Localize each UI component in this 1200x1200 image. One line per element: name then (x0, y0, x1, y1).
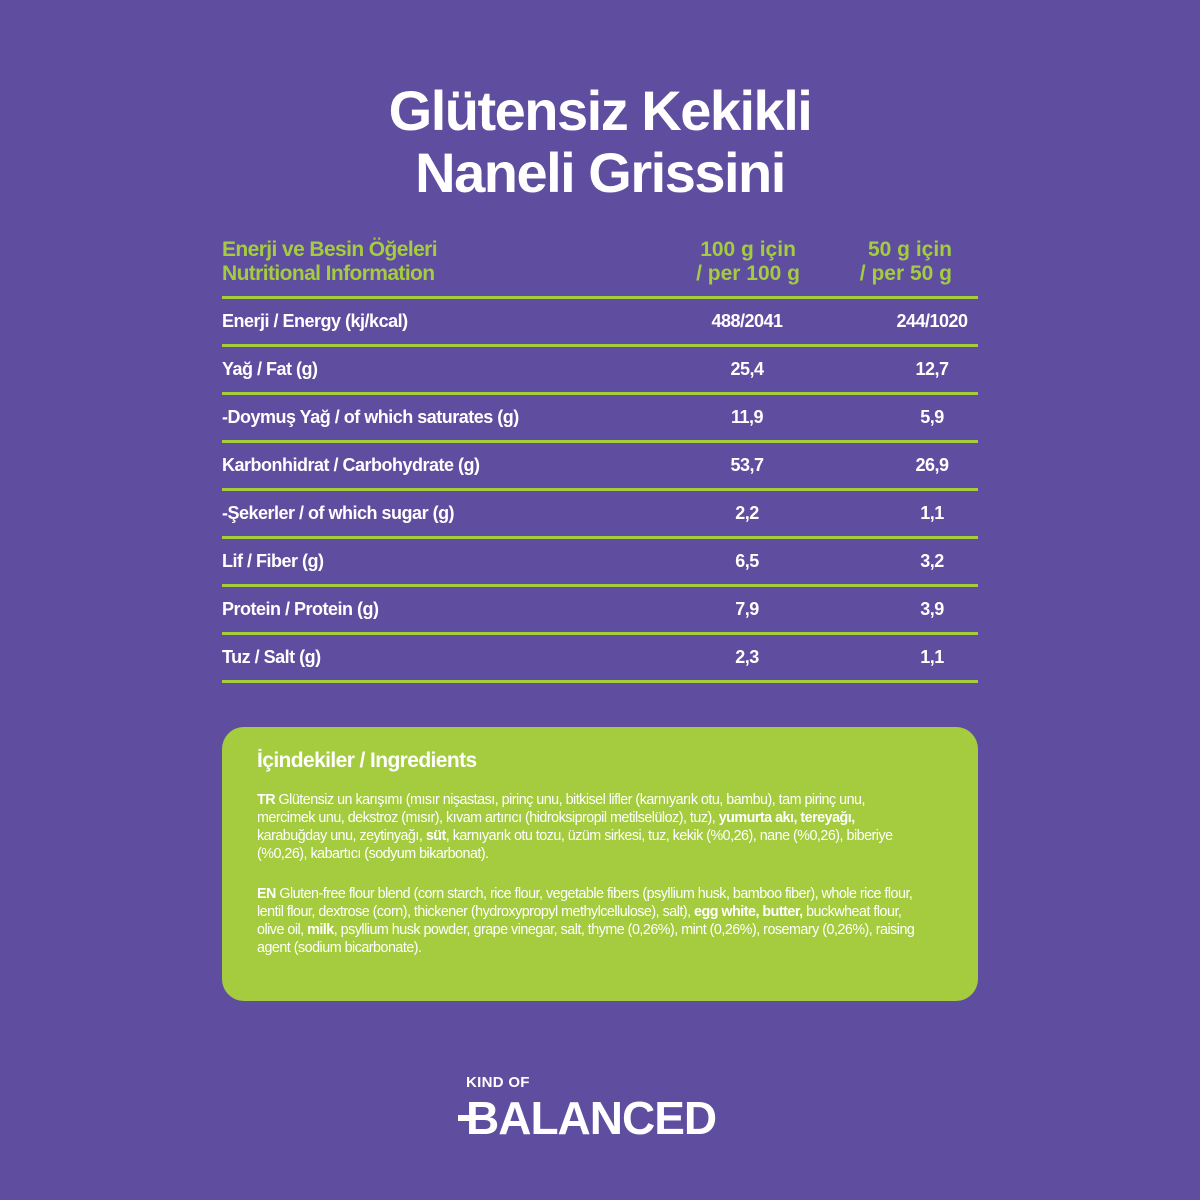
row-value-per50: 244/1020 (896, 311, 968, 331)
table-row (222, 395, 978, 443)
header-per100-en: / per 100 g (696, 262, 800, 285)
header-per50-en: / per 50 g (859, 262, 952, 285)
row-label: -Doymuş Yağ / of which saturates (g) (222, 407, 519, 427)
row-value-per50: 1,1 (920, 647, 944, 667)
ingredients-tr-part2: karabuğday unu, zeytinyağı, (257, 828, 426, 844)
row-label: Yağ / Fat (g) (222, 359, 318, 379)
nutrition-table (222, 232, 978, 683)
product-title-line2: Naneli Grissini (415, 141, 785, 204)
row-value-per100: 488/2041 (711, 311, 783, 331)
row-label: Lif / Fiber (g) (222, 551, 324, 571)
row-value-per50: 26,9 (915, 455, 949, 475)
header-nutrient-tr: Enerji ve Besin Öğeleri (222, 238, 437, 261)
row-value-per100: 11,9 (730, 407, 764, 427)
row-value-per50: 3,9 (920, 599, 944, 619)
row-label: Enerji / Energy (kj/kcal) (222, 311, 408, 331)
table-row (222, 587, 978, 635)
table-row (222, 491, 978, 539)
header-per50-column (860, 238, 952, 286)
table-row (222, 635, 978, 683)
ingredients-tr-part3: , karnıyarık otu tozu, üzüm sirkesi, tuz, kekik (%0,26), nane (%0,26), biberiye (%0,26), kabartıcı (sodyum bikarbonat). (257, 828, 893, 862)
row-value-per100: 25,4 (730, 359, 764, 379)
ingredients-tr-part1: Glütensiz un karışımı (mısır nişastası, pirinç unu, bitkisel lifler (karnıyarık otu, bambu), tam pirinç unu, mercimek unu, dekstroz (mısır), kıvam artırıcı (hidroksipropil metilselüloz), tuz), (257, 792, 865, 826)
ingredients-en-part2: buckwheat flour, olive oil, (257, 904, 902, 938)
row-value-per50: 12,7 (915, 359, 949, 379)
table-row (222, 443, 978, 491)
ingredients-en-allergen2: milk (307, 922, 334, 938)
ingredients-en-text (257, 885, 922, 957)
product-title-line1: Glütensiz Kekikli (388, 79, 812, 142)
product-title (0, 80, 1200, 204)
row-value-per100: 2,3 (735, 647, 759, 667)
ingredients-tr-text (257, 791, 922, 863)
brand-logo-small-text: KIND OF (466, 1074, 530, 1091)
row-label: Karbonhidrat / Carbohydrate (g) (222, 455, 480, 475)
ingredients-en-part3: , psyllium husk powder, grape vinegar, salt, thyme (0,26%), mint (0,26%), rosemary (0,26%), raising agent (sodium bicarbonate). (257, 922, 915, 956)
row-value-per100: 6,5 (735, 551, 759, 571)
table-row (222, 299, 978, 347)
lang-tag-tr: TR (257, 792, 276, 808)
row-value-per50: 1,1 (920, 503, 944, 523)
row-value-per50: 5,9 (920, 407, 944, 427)
header-nutrient-en: Nutritional Information (222, 262, 435, 285)
header-per100-tr: 100 g için (700, 238, 796, 261)
brand-logo-big-text: BALANCED (466, 1092, 717, 1144)
table-row (222, 539, 978, 587)
ingredients-en-part1: Gluten-free flour blend (corn starch, rice flour, vegetable fibers (psyllium husk, bamboo fiber), whole rice flour, lentil flour, dextrose (corn), thickener (hydroxypropyl methylcellulose), salt), (257, 886, 913, 920)
row-value-per100: 7,9 (735, 599, 759, 619)
row-value-per50: 3,2 (920, 551, 944, 571)
ingredients-tr-allergen1: yumurta akı, tereyağı, (718, 810, 855, 826)
brand-logo (466, 1074, 756, 1144)
row-label: -Şekerler / of which sugar (g) (222, 503, 455, 523)
ingredients-tr-allergen2: süt (425, 828, 446, 844)
row-label: Protein / Protein (g) (222, 599, 379, 619)
lang-tag-en: EN (257, 886, 276, 902)
ingredients-title: İçindekiler / Ingredients (257, 749, 477, 772)
ingredients-panel (222, 727, 978, 1001)
table-row (222, 347, 978, 395)
row-value-per100: 2,2 (735, 503, 759, 523)
ingredients-en-allergen1: egg white, butter, (694, 904, 803, 920)
row-label: Tuz / Salt (g) (222, 647, 321, 667)
header-per100-column (696, 238, 800, 286)
header-per50-tr: 50 g için (867, 238, 952, 261)
nutrition-table-header (222, 232, 978, 299)
header-nutrient-column (222, 238, 437, 286)
row-value-per100: 53,7 (730, 455, 764, 475)
